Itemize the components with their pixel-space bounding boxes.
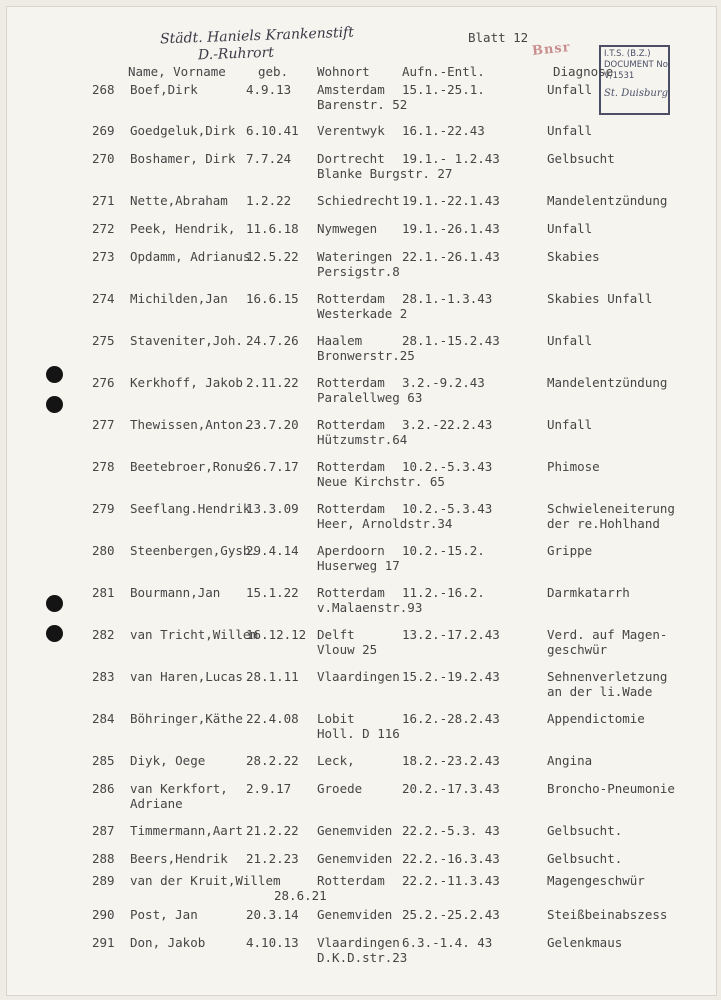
punch-hole <box>46 625 63 642</box>
diagnosis: Unfall <box>547 333 593 348</box>
diagnosis-line2: geschwür <box>547 642 608 657</box>
residence: Verentwyk <box>317 123 385 138</box>
birth-date: 16.12.12 <box>246 627 307 642</box>
birth-date: 15.1.22 <box>246 585 299 600</box>
row-number: 278 <box>92 459 115 474</box>
patient-name: Boef,Dirk <box>130 82 198 97</box>
patient-name: Seeflang.Hendrik <box>130 501 251 516</box>
residence: Rotterdam <box>317 417 385 432</box>
residence: Rotterdam <box>317 459 385 474</box>
patient-name: Michilden,Jan <box>130 291 228 306</box>
diagnosis: Sehnenverletzung <box>547 669 668 684</box>
diagnosis: Mandelentzündung <box>547 193 668 208</box>
its-document-stamp <box>599 45 670 115</box>
admission-discharge: 10.2.-5.3.43 <box>402 501 493 516</box>
diagnosis: Appendictomie <box>547 711 645 726</box>
patient-name: Beetebroer,Ronus <box>130 459 251 474</box>
address: Heer, Arnoldstr.34 <box>317 516 453 531</box>
diagnosis: Skabies Unfall <box>547 291 653 306</box>
row-number: 277 <box>92 417 115 432</box>
residence: Rotterdam <box>317 873 385 888</box>
row-number: 268 <box>92 82 115 97</box>
punch-hole <box>46 396 63 413</box>
row-number: 285 <box>92 753 115 768</box>
diagnosis: Magengeschwür <box>547 873 645 888</box>
address: Huserweg 17 <box>317 558 400 573</box>
address: Barenstr. 52 <box>317 97 408 112</box>
patient-name: Post, Jan <box>130 907 198 922</box>
diagnosis: Schwieleneiterung <box>547 501 675 516</box>
residence: Rotterdam <box>317 585 385 600</box>
birth-date: 16.6.15 <box>246 291 299 306</box>
row-number: 281 <box>92 585 115 600</box>
admission-discharge: 22.2.-16.3.43 <box>402 851 500 866</box>
admission-discharge: 19.1.-22.1.43 <box>402 193 500 208</box>
diagnosis: Gelbsucht. <box>547 823 623 838</box>
row-number: 276 <box>92 375 115 390</box>
address: Westerkade 2 <box>317 306 408 321</box>
diagnosis: Unfall <box>547 123 593 138</box>
address: Paralellweg 63 <box>317 390 423 405</box>
patient-name: Kerkhoff, Jakob <box>130 375 243 390</box>
address: Neue Kirchstr. 65 <box>317 474 445 489</box>
row-number: 283 <box>92 669 115 684</box>
admission-discharge: 28.1.-1.3.43 <box>402 291 493 306</box>
residence: Schiedrecht <box>317 193 400 208</box>
diagnosis: Skabies <box>547 249 600 264</box>
admission-discharge: 15.1.-25.1. <box>402 82 485 97</box>
birth-date: 29.4.14 <box>246 543 299 558</box>
row-number: 272 <box>92 221 115 236</box>
birth-date: 2.9.17 <box>246 781 292 796</box>
stamp-signature: St. Duisburg <box>604 88 669 99</box>
admission-discharge: 15.2.-19.2.43 <box>402 669 500 684</box>
patient-name: van Tricht,Willem <box>130 627 258 642</box>
punch-hole <box>46 366 63 383</box>
birth-date: 23.7.20 <box>246 417 299 432</box>
patient-name: van der Kruit,Willem <box>130 873 281 888</box>
patient-name: Diyk, Oege <box>130 753 206 768</box>
stamp-line: V/1531 <box>604 71 635 81</box>
residence: Genemviden <box>317 907 393 922</box>
residence: Groede <box>317 781 363 796</box>
row-number: 290 <box>92 907 115 922</box>
admission-discharge: 3.2.-9.2.43 <box>402 375 485 390</box>
residence: Rotterdam <box>317 501 385 516</box>
admission-discharge: 10.2.-5.3.43 <box>402 459 493 474</box>
header-name: Name, Vorname <box>128 64 226 79</box>
admission-discharge: 19.1.- 1.2.43 <box>402 151 500 166</box>
header-wohnort: Wohnort <box>317 64 370 79</box>
row-number: 280 <box>92 543 115 558</box>
diagnosis-line2: an der li.Wade <box>547 684 653 699</box>
patient-name: Nette,Abraham <box>130 193 228 208</box>
header-aufn-entl: Aufn.-Entl. <box>402 64 485 79</box>
row-number: 282 <box>92 627 115 642</box>
birth-date: 26.7.17 <box>246 459 299 474</box>
birth-date-line2: 28.6.21 <box>274 888 327 903</box>
diagnosis: Grippe <box>547 543 593 558</box>
diagnosis: Phimose <box>547 459 600 474</box>
patient-name: Steenbergen,Gysb. <box>130 543 258 558</box>
residence: Haalem <box>317 333 363 348</box>
birth-date: 4.10.13 <box>246 935 299 950</box>
residence: Aperdoorn <box>317 543 385 558</box>
birth-date: 6.10.41 <box>246 123 299 138</box>
admission-discharge: 16.1.-22.43 <box>402 123 485 138</box>
patient-name: van Haren,Lucas <box>130 669 243 684</box>
residence: Vlaardingen <box>317 669 400 684</box>
diagnosis: Verd. auf Magen- <box>547 627 668 642</box>
row-number: 279 <box>92 501 115 516</box>
residence: Delft <box>317 627 355 642</box>
diagnosis: Steißbeinabszess <box>547 907 668 922</box>
birth-date: 28.1.11 <box>246 669 299 684</box>
admission-discharge: 10.2.-15.2. <box>402 543 485 558</box>
address: Blanke Burgstr. 27 <box>317 166 453 181</box>
birth-date: 4.9.13 <box>246 82 292 97</box>
admission-discharge: 22.2.-11.3.43 <box>402 873 500 888</box>
address: Holl. D 116 <box>317 726 400 741</box>
stamp-line: I.T.S. (B.Z.) <box>604 49 651 59</box>
diagnosis: Broncho-Pneumonie <box>547 781 675 796</box>
patient-name: Boshamer, Dirk <box>130 151 236 166</box>
row-number: 286 <box>92 781 115 796</box>
row-number: 288 <box>92 851 115 866</box>
sheet-number: Blatt 12 <box>468 30 529 45</box>
birth-date: 20.3.14 <box>246 907 299 922</box>
admission-discharge: 16.2.-28.2.43 <box>402 711 500 726</box>
patient-name: Don, Jakob <box>130 935 206 950</box>
birth-date: 24.7.26 <box>246 333 299 348</box>
patient-name: Böhringer,Käthe <box>130 711 243 726</box>
address: v.Malaenstr.93 <box>317 600 423 615</box>
address: Hützumstr.64 <box>317 432 408 447</box>
admission-discharge: 28.1.-15.2.43 <box>402 333 500 348</box>
admission-discharge: 19.1.-26.1.43 <box>402 221 500 236</box>
residence: Dortrecht <box>317 151 385 166</box>
diagnosis: Mandelentzündung <box>547 375 668 390</box>
residence: Vlaardingen <box>317 935 400 950</box>
diagnosis: Darmkatarrh <box>547 585 630 600</box>
birth-date: 28.2.22 <box>246 753 299 768</box>
row-number: 275 <box>92 333 115 348</box>
birth-date: 21.2.23 <box>246 851 299 866</box>
patient-name: Beers,Hendrik <box>130 851 228 866</box>
residence: Amsterdam <box>317 82 385 97</box>
row-number: 287 <box>92 823 115 838</box>
patient-name: Timmermann,Aart <box>130 823 243 838</box>
residence: Rotterdam <box>317 291 385 306</box>
hospital-city-handwritten: D.-Ruhrort <box>197 44 275 64</box>
birth-date: 22.4.08 <box>246 711 299 726</box>
address: Bronwerstr.25 <box>317 348 415 363</box>
residence: Genemviden <box>317 851 393 866</box>
patient-name: Peek, Hendrik, <box>130 221 236 236</box>
residence: Nymwegen <box>317 221 378 236</box>
row-number: 291 <box>92 935 115 950</box>
birth-date: 11.6.18 <box>246 221 299 236</box>
admission-discharge: 18.2.-23.2.43 <box>402 753 500 768</box>
patient-name-line2: Adriane <box>130 796 183 811</box>
birth-date: 12.5.22 <box>246 249 299 264</box>
patient-name: Opdamm, Adrianus <box>130 249 251 264</box>
birth-date: 7.7.24 <box>246 151 292 166</box>
birth-date: 13.3.09 <box>246 501 299 516</box>
address: Persigstr.8 <box>317 264 400 279</box>
birth-date: 2.11.22 <box>246 375 299 390</box>
row-number: 273 <box>92 249 115 264</box>
row-number: 270 <box>92 151 115 166</box>
patient-name: Bourmann,Jan <box>130 585 221 600</box>
patient-name: Thewissen,Anton. <box>130 417 251 432</box>
residence: Genemviden <box>317 823 393 838</box>
row-number: 271 <box>92 193 115 208</box>
header-geb: geb. <box>258 64 289 79</box>
row-number: 269 <box>92 123 115 138</box>
diagnosis: Unfall <box>547 82 593 97</box>
admission-discharge: 25.2.-25.2.43 <box>402 907 500 922</box>
diagnosis: Gelbsucht <box>547 151 615 166</box>
diagnosis: Unfall <box>547 221 593 236</box>
admission-discharge: 11.2.-16.2. <box>402 585 485 600</box>
patient-name: Goedgeluk,Dirk <box>130 123 236 138</box>
row-number: 284 <box>92 711 115 726</box>
patient-name: van Kerkfort, <box>130 781 228 796</box>
diagnosis: Angina <box>547 753 593 768</box>
address: D.K.D.str.23 <box>317 950 408 965</box>
row-number: 274 <box>92 291 115 306</box>
admission-discharge: 22.1.-26.1.43 <box>402 249 500 264</box>
admission-discharge: 20.2.-17.3.43 <box>402 781 500 796</box>
admission-discharge: 22.2.-5.3. 43 <box>402 823 500 838</box>
red-stamp: Bnsr <box>531 40 572 59</box>
row-number: 289 <box>92 873 115 888</box>
residence: Lobit <box>317 711 355 726</box>
patient-name: Staveniter,Joh. <box>130 333 243 348</box>
diagnosis: Unfall <box>547 417 593 432</box>
diagnosis-line2: der re.Hohlhand <box>547 516 660 531</box>
birth-date: 21.2.22 <box>246 823 299 838</box>
header-diagnose: Diagnose <box>553 64 614 79</box>
admission-discharge: 13.2.-17.2.43 <box>402 627 500 642</box>
residence: Wateringen <box>317 249 393 264</box>
hospital-name-handwritten: Städt. Haniels Krankenstift <box>159 24 355 48</box>
address: Vlouw 25 <box>317 642 378 657</box>
punch-hole <box>46 595 63 612</box>
stamp-line: DOCUMENT No. <box>604 60 671 70</box>
admission-discharge: 6.3.-1.4. 43 <box>402 935 493 950</box>
admission-discharge: 3.2.-22.2.43 <box>402 417 493 432</box>
diagnosis: Gelbsucht. <box>547 851 623 866</box>
diagnosis: Gelenkmaus <box>547 935 623 950</box>
residence: Rotterdam <box>317 375 385 390</box>
residence: Leck, <box>317 753 355 768</box>
birth-date: 1.2.22 <box>246 193 292 208</box>
